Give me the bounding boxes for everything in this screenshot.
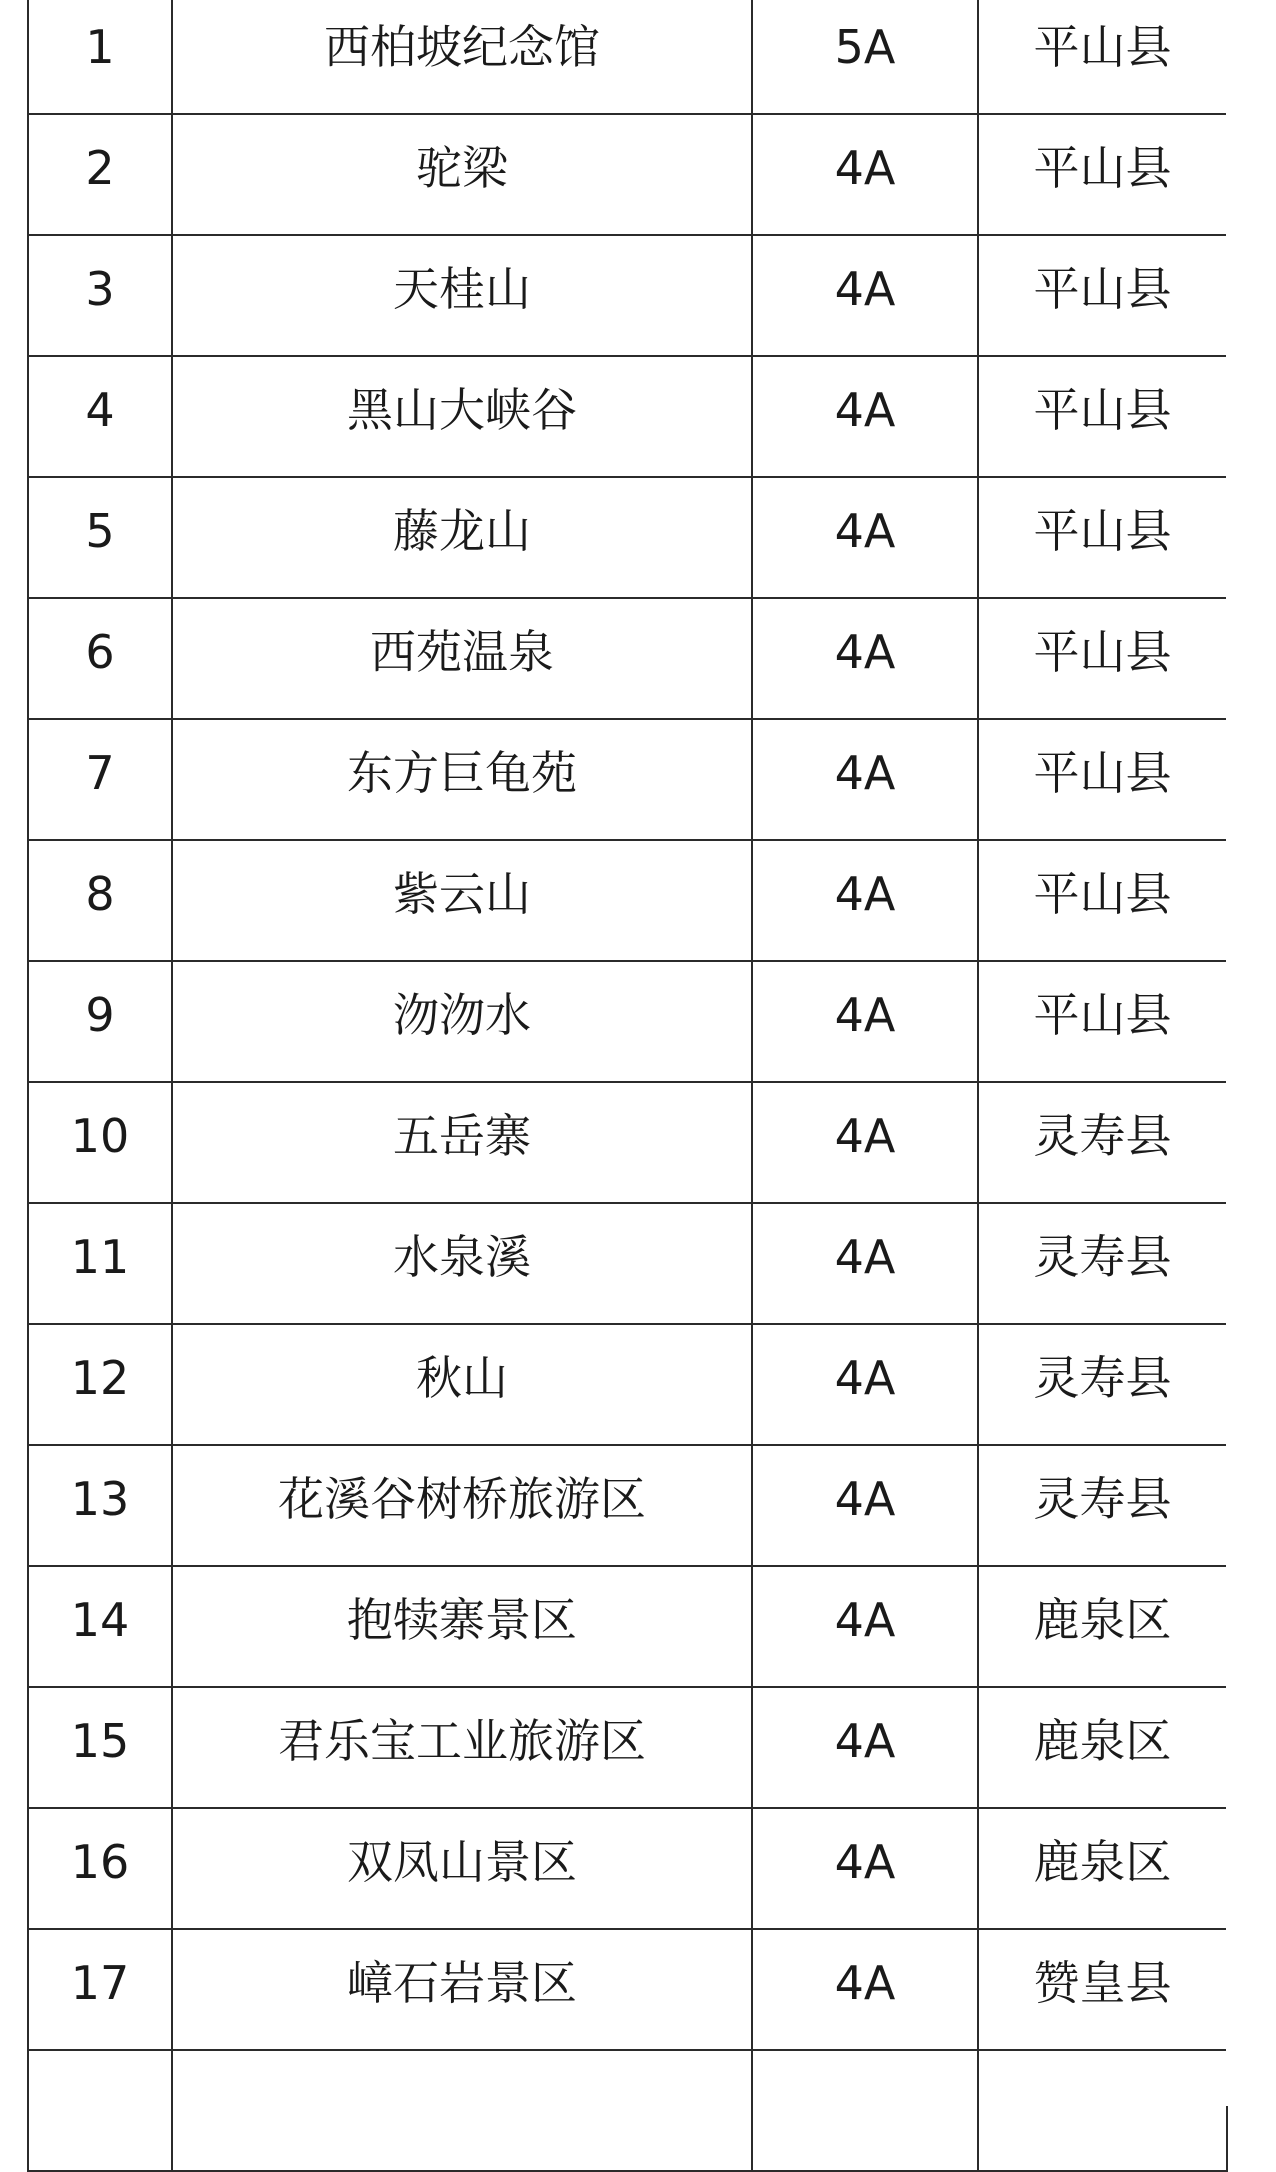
cell-index-text: 10 — [70, 1109, 130, 1163]
cell-grade — [752, 1082, 978, 1203]
cell-area — [978, 598, 1227, 719]
cell-area — [978, 1687, 1227, 1808]
cell-scenic-name — [172, 1445, 752, 1566]
cell-index — [28, 1445, 172, 1566]
cell-scenic-name — [172, 840, 752, 961]
cell-area-text: 鹿泉区 — [1033, 1714, 1172, 1768]
cell-grade — [752, 1445, 978, 1566]
table-body — [28, 0, 1227, 2171]
cell-index-text: 6 — [85, 625, 115, 679]
cell-area-text: 鹿泉区 — [1033, 1593, 1172, 1647]
cell-scenic-name — [172, 0, 752, 114]
cell-scenic-name — [172, 1929, 752, 2050]
cell-grade-text: 4A — [834, 1835, 896, 1889]
cell-area-text: 平山县 — [1033, 262, 1172, 316]
cell-index — [28, 719, 172, 840]
cell-area-text: 平山县 — [1033, 504, 1172, 558]
cell-grade-text: 4A — [834, 1714, 896, 1768]
cell-area-text: 平山县 — [1033, 746, 1172, 800]
table-row — [28, 235, 1227, 356]
table-row — [28, 0, 1227, 114]
cell-scenic-name-text: 西苑温泉 — [370, 625, 554, 679]
cell-index-text: 17 — [70, 1956, 130, 2010]
cell-grade — [752, 961, 978, 1082]
cell-index-text: 15 — [70, 1714, 130, 1768]
cell-grade-text: 4A — [834, 988, 896, 1042]
cell-index-text: 3 — [85, 262, 115, 316]
cell-area — [978, 356, 1227, 477]
cell-scenic-name — [172, 1687, 752, 1808]
cell-grade — [752, 1808, 978, 1929]
scenic-spots-table — [27, 0, 1228, 2172]
table-row — [28, 1324, 1227, 1445]
cell-area — [978, 0, 1227, 114]
cell-area — [978, 961, 1227, 1082]
table-row — [28, 1203, 1227, 1324]
cell-grade-text: 4A — [834, 504, 896, 558]
cell-index — [28, 0, 172, 114]
cell-grade — [752, 719, 978, 840]
cell-index — [28, 235, 172, 356]
cell-scenic-name-text: 驼梁 — [416, 141, 508, 195]
cell-area — [978, 1082, 1227, 1203]
cell-scenic-name — [172, 1203, 752, 1324]
cell-index-text: 13 — [70, 1472, 130, 1526]
cell-grade — [752, 114, 978, 235]
cell-scenic-name-text: 君乐宝工业旅游区 — [278, 1714, 646, 1768]
cell-area — [978, 1203, 1227, 1324]
cell-area-text: 灵寿县 — [1033, 1109, 1172, 1163]
cell-index — [28, 1203, 172, 1324]
cell-scenic-name-text: 水泉溪 — [393, 1230, 531, 1284]
cell-index-text: 16 — [70, 1835, 130, 1889]
table-row — [28, 114, 1227, 235]
cell-scenic-name-text: 秋山 — [416, 1351, 508, 1405]
table-row — [28, 1687, 1227, 1808]
cell-scenic-name — [172, 235, 752, 356]
cell-area — [978, 477, 1227, 598]
cell-grade — [752, 1929, 978, 2050]
cell-index-text: 9 — [85, 988, 115, 1042]
table-row — [28, 1929, 1227, 2050]
cell-scenic-name-text: 东方巨龟苑 — [347, 746, 577, 800]
table-row — [28, 1566, 1227, 1687]
cell-grade-text: 4A — [834, 1956, 896, 2010]
cell-grade — [752, 1566, 978, 1687]
cell-index-text: 4 — [85, 383, 115, 437]
cell-scenic-name-text: 西柏坡纪念馆 — [324, 20, 600, 74]
table-row — [28, 356, 1227, 477]
cell-grade — [752, 1324, 978, 1445]
table-row — [28, 719, 1227, 840]
cell-index-text: 7 — [85, 746, 115, 800]
cell-area — [978, 114, 1227, 235]
table-row — [28, 840, 1227, 961]
cell-scenic-name — [172, 356, 752, 477]
cell-grade-text — [753, 2051, 977, 2081]
cell-grade — [752, 356, 978, 477]
cell-area-text: 鹿泉区 — [1033, 1835, 1172, 1889]
cell-area — [978, 1929, 1227, 2050]
cell-index-text: 14 — [70, 1593, 130, 1647]
cell-scenic-name-text: 黑山大峡谷 — [347, 383, 577, 437]
table-row — [28, 1808, 1227, 1929]
cell-index — [28, 1566, 172, 1687]
cell-scenic-name-text: 抱犊寨景区 — [347, 1593, 577, 1647]
cell-area-text: 平山县 — [1033, 20, 1172, 74]
cell-index — [28, 114, 172, 235]
cell-area-text — [979, 2051, 1226, 2081]
cell-index — [28, 477, 172, 598]
cell-scenic-name-text: 天桂山 — [393, 262, 531, 316]
cell-grade-text: 4A — [834, 141, 896, 195]
cell-area — [978, 2050, 1227, 2171]
cell-area — [978, 1324, 1227, 1445]
cell-grade — [752, 598, 978, 719]
cell-scenic-name — [172, 114, 752, 235]
cell-grade — [752, 1203, 978, 1324]
cell-scenic-name — [172, 1324, 752, 1445]
cell-index — [28, 840, 172, 961]
cell-index-text: 8 — [85, 867, 115, 921]
cell-scenic-name-text: 花溪谷树桥旅游区 — [278, 1472, 646, 1526]
cell-grade-text: 4A — [834, 867, 896, 921]
cell-index — [28, 1687, 172, 1808]
cell-scenic-name — [172, 961, 752, 1082]
cell-area-text: 平山县 — [1033, 988, 1172, 1042]
cell-index — [28, 1808, 172, 1929]
table-row — [28, 477, 1227, 598]
cell-index — [28, 1929, 172, 2050]
cell-scenic-name — [172, 2050, 752, 2171]
cell-grade-text: 4A — [834, 1593, 896, 1647]
cell-area — [978, 719, 1227, 840]
cell-area-text: 灵寿县 — [1033, 1230, 1172, 1284]
cell-scenic-name — [172, 1808, 752, 1929]
cell-index-text: 2 — [85, 141, 115, 195]
cell-grade-text: 4A — [834, 746, 896, 800]
cell-scenic-name — [172, 719, 752, 840]
cell-grade-text: 4A — [834, 1472, 896, 1526]
cell-index-text: 12 — [70, 1351, 130, 1405]
cell-index — [28, 356, 172, 477]
cell-grade-text: 4A — [834, 383, 896, 437]
cell-grade — [752, 1687, 978, 1808]
cell-area — [978, 1445, 1227, 1566]
cell-index-text: 5 — [85, 504, 115, 558]
cell-index — [28, 1082, 172, 1203]
cell-area-text: 赞皇县 — [1033, 1956, 1172, 2010]
cell-scenic-name — [172, 1566, 752, 1687]
cell-area-text: 平山县 — [1033, 141, 1172, 195]
cell-grade-text: 4A — [834, 1351, 896, 1405]
cell-grade-text: 4A — [834, 1230, 896, 1284]
cell-scenic-name-text: 紫云山 — [393, 867, 531, 921]
table-row — [28, 1082, 1227, 1203]
scenic-spots-table-container — [27, 0, 1226, 2172]
cell-area — [978, 840, 1227, 961]
cell-area — [978, 235, 1227, 356]
cell-area-text: 灵寿县 — [1033, 1351, 1172, 1405]
cell-scenic-name-text: 沕沕水 — [393, 988, 531, 1042]
cell-grade-text: 4A — [834, 1109, 896, 1163]
cell-scenic-name — [172, 477, 752, 598]
cell-grade-text: 5A — [834, 20, 896, 74]
cell-area-text: 平山县 — [1033, 867, 1172, 921]
cell-index-text — [29, 2051, 171, 2081]
cell-scenic-name-text — [173, 2051, 751, 2081]
cell-grade — [752, 477, 978, 598]
cell-grade-text: 4A — [834, 262, 896, 316]
cell-index — [28, 2050, 172, 2171]
cell-grade — [752, 2050, 978, 2171]
cell-scenic-name — [172, 1082, 752, 1203]
cell-area — [978, 1808, 1227, 1929]
cell-area — [978, 1566, 1227, 1687]
cell-index-text: 11 — [70, 1230, 130, 1284]
cell-grade-text: 4A — [834, 625, 896, 679]
page-margin-right — [1226, 0, 1276, 2106]
table-row — [28, 961, 1227, 1082]
cell-scenic-name-text: 五岳寨 — [393, 1109, 531, 1163]
cell-grade — [752, 235, 978, 356]
table-row — [28, 2050, 1227, 2171]
cell-scenic-name — [172, 598, 752, 719]
cell-area-text: 平山县 — [1033, 383, 1172, 437]
table-row — [28, 1445, 1227, 1566]
cell-index — [28, 1324, 172, 1445]
cell-scenic-name-text: 嶂石岩景区 — [347, 1956, 577, 2010]
cell-area-text: 平山县 — [1033, 625, 1172, 679]
cell-index — [28, 598, 172, 719]
cell-scenic-name-text: 双凤山景区 — [347, 1835, 577, 1889]
cell-index-text: 1 — [85, 20, 115, 74]
cell-area-text: 灵寿县 — [1033, 1472, 1172, 1526]
cell-grade — [752, 0, 978, 114]
cell-grade — [752, 840, 978, 961]
cell-scenic-name-text: 藤龙山 — [393, 504, 531, 558]
table-row — [28, 598, 1227, 719]
cell-index — [28, 961, 172, 1082]
